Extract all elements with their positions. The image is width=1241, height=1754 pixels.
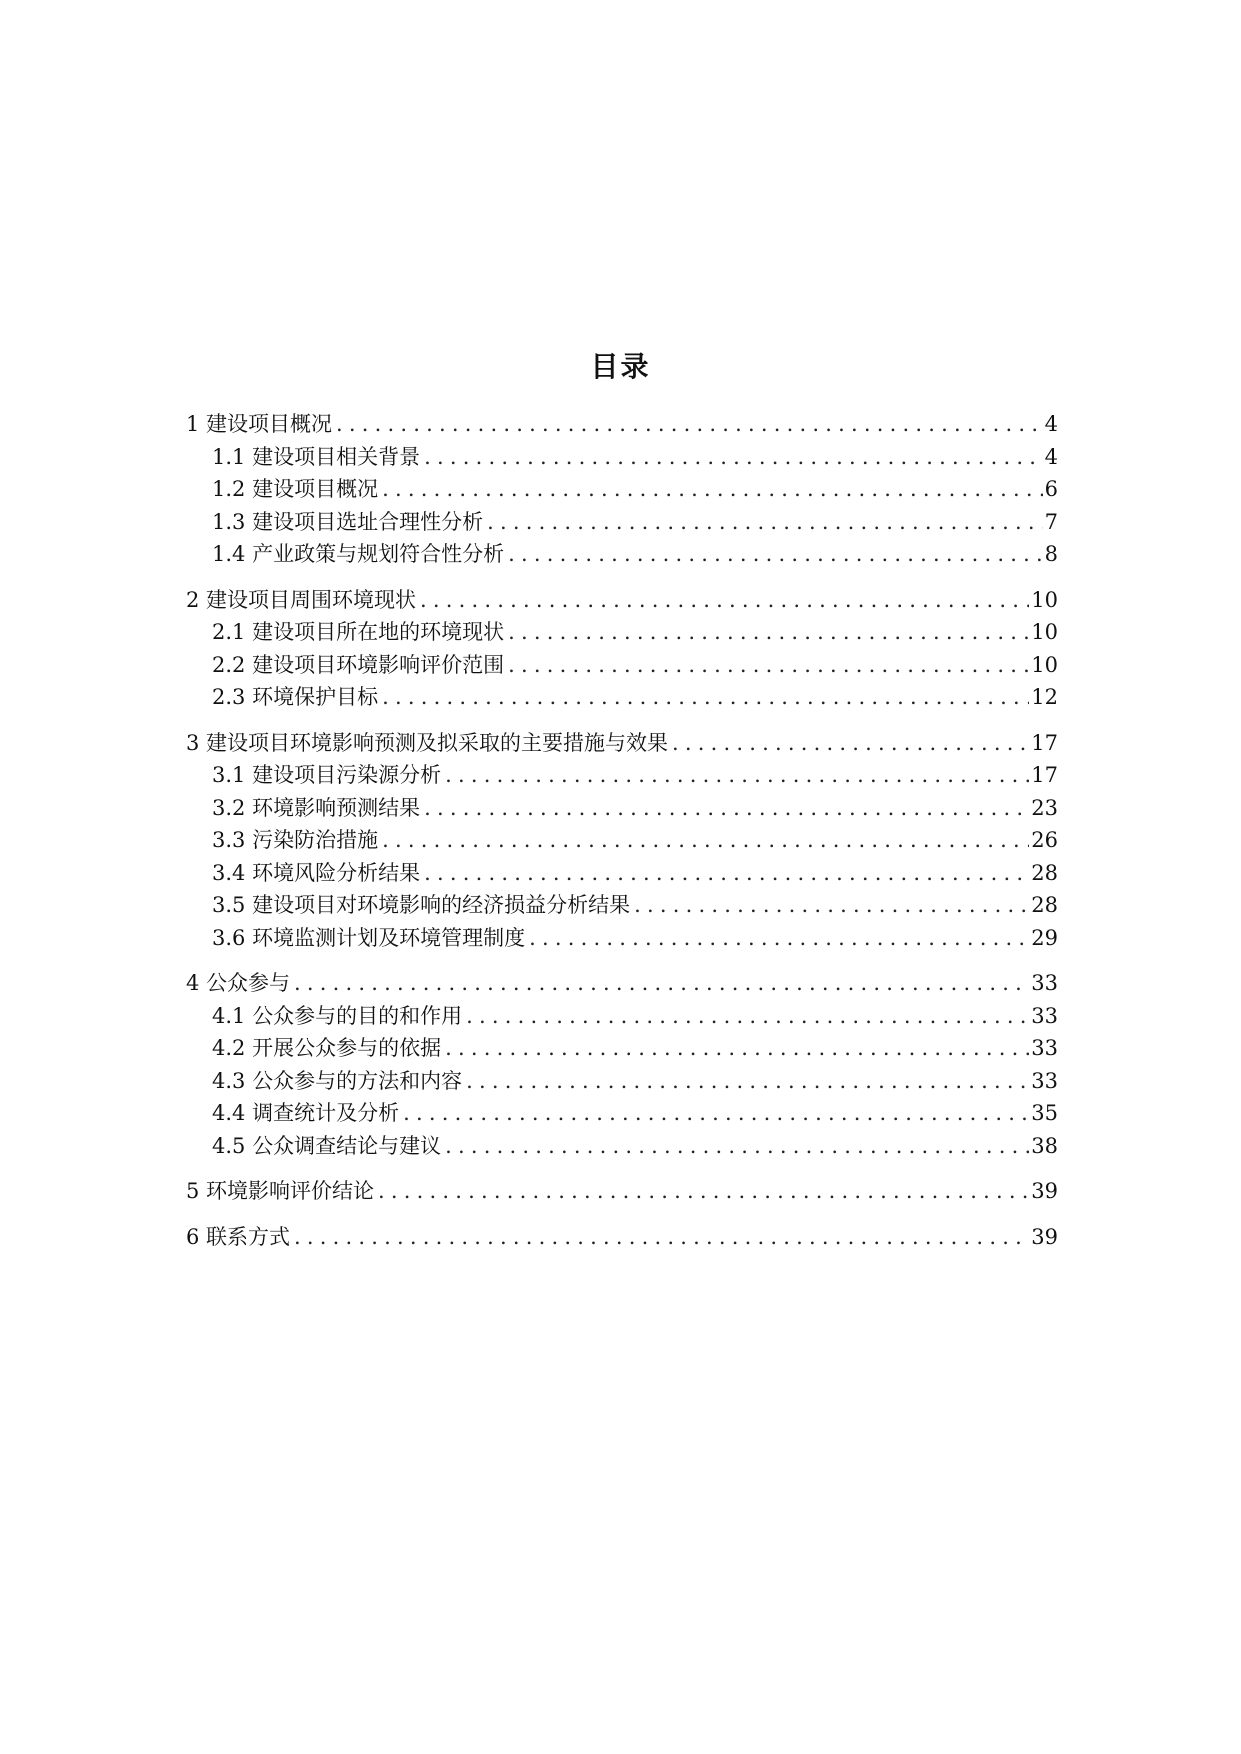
toc-chapter-entry[interactable] bbox=[186, 727, 1058, 760]
toc-page-number: 4 bbox=[1044, 412, 1058, 436]
toc-leader-dots bbox=[294, 1221, 1029, 1254]
toc-page-number: 10 bbox=[1031, 620, 1058, 644]
toc-page-number: 38 bbox=[1031, 1133, 1058, 1158]
toc-entry-label: 4.5 公众调查结论与建议 bbox=[212, 1133, 442, 1158]
toc-leader-dots bbox=[424, 792, 1029, 825]
toc-page-number: 4 bbox=[1044, 444, 1058, 469]
toc-page-number: 33 bbox=[1031, 1068, 1058, 1093]
toc-section-entry[interactable] bbox=[186, 759, 1058, 792]
toc-entry-label: 3.2 环境影响预测结果 bbox=[212, 795, 421, 820]
toc-entry-label: 3 建设项目环境影响预测及拟采取的主要措施与效果 bbox=[186, 730, 669, 755]
toc-entry-label: 2 建设项目周围环境现状 bbox=[186, 587, 417, 612]
toc-leader-dots bbox=[466, 1065, 1029, 1098]
toc-section-entry[interactable] bbox=[186, 649, 1058, 682]
toc-page-number: 39 bbox=[1031, 1224, 1058, 1249]
toc-entry-label: 3.1 建设项目污染源分析 bbox=[212, 763, 442, 787]
toc-section-entry[interactable] bbox=[186, 792, 1058, 825]
toc-page-number: 33 bbox=[1031, 1003, 1058, 1028]
toc-entry-label: 1.4 产业政策与规划符合性分析 bbox=[212, 542, 505, 566]
toc-title: 目录 bbox=[590, 350, 651, 383]
toc-leader-dots bbox=[445, 1032, 1029, 1065]
toc-entry-label: 3.4 环境风险分析结果 bbox=[212, 860, 421, 885]
toc-entry-label: 1.1 建设项目相关背景 bbox=[212, 444, 421, 469]
toc-section-entry[interactable] bbox=[186, 681, 1058, 714]
toc-leader-dots bbox=[378, 1175, 1029, 1208]
toc-page-number: 29 bbox=[1031, 925, 1058, 950]
toc-section-entry[interactable] bbox=[186, 824, 1058, 857]
toc-chapter-entry[interactable] bbox=[186, 1221, 1058, 1254]
toc-section-entry[interactable] bbox=[186, 1032, 1058, 1065]
toc-page-number: 26 bbox=[1031, 828, 1058, 852]
toc-entry-label: 4.2 开展公众参与的依据 bbox=[212, 1036, 442, 1060]
toc-entry-label: 4.1 公众参与的目的和作用 bbox=[212, 1003, 463, 1028]
toc-chapter-entry[interactable] bbox=[186, 584, 1058, 617]
toc-chapter-entry[interactable] bbox=[186, 408, 1058, 441]
toc-leader-dots bbox=[420, 584, 1029, 617]
toc-leader-dots bbox=[424, 441, 1043, 474]
toc-leader-dots bbox=[294, 967, 1029, 1000]
toc-entry-label: 1 建设项目概况 bbox=[186, 412, 333, 436]
toc-leader-dots bbox=[508, 649, 1029, 682]
toc-list bbox=[186, 408, 1058, 1253]
toc-entry-label: 3.5 建设项目对环境影响的经济损益分析结果 bbox=[212, 893, 631, 917]
toc-entry-label: 1.3 建设项目选址合理性分析 bbox=[212, 509, 484, 534]
toc-leader-dots bbox=[508, 616, 1029, 649]
toc-page-number: 10 bbox=[1031, 652, 1058, 677]
toc-entry-label: 4.3 公众参与的方法和内容 bbox=[212, 1068, 463, 1093]
toc-page-number: 33 bbox=[1031, 1036, 1058, 1060]
toc-section-entry[interactable] bbox=[186, 1065, 1058, 1098]
toc-section-entry[interactable] bbox=[186, 1000, 1058, 1033]
toc-entry-label: 4 公众参与 bbox=[186, 971, 291, 995]
toc-page-number: 17 bbox=[1031, 730, 1058, 755]
toc-leader-dots bbox=[487, 506, 1043, 539]
toc-section-entry[interactable] bbox=[186, 506, 1058, 539]
toc-page-number: 17 bbox=[1031, 763, 1058, 787]
toc-section-entry[interactable] bbox=[186, 441, 1058, 474]
toc-page-number: 12 bbox=[1031, 685, 1058, 709]
toc-page-number: 23 bbox=[1031, 795, 1058, 820]
toc-page-number: 33 bbox=[1031, 971, 1058, 995]
toc-entry-label: 5 环境影响评价结论 bbox=[186, 1179, 375, 1203]
toc-leader-dots bbox=[382, 681, 1029, 714]
toc-section-entry[interactable] bbox=[186, 1130, 1058, 1163]
toc-leader-dots bbox=[445, 759, 1029, 792]
toc-leader-dots bbox=[382, 824, 1029, 857]
toc-leader-dots bbox=[508, 538, 1043, 571]
toc-page-number: 39 bbox=[1031, 1179, 1058, 1203]
toc-entry-label: 2.3 环境保护目标 bbox=[212, 685, 379, 709]
toc-page-number: 7 bbox=[1044, 509, 1058, 534]
toc-section-entry[interactable] bbox=[186, 1097, 1058, 1130]
toc-leader-dots bbox=[529, 922, 1029, 955]
toc-section-entry[interactable] bbox=[186, 473, 1058, 506]
toc-leader-dots bbox=[403, 1097, 1029, 1130]
toc-entry-label: 2.2 建设项目环境影响评价范围 bbox=[212, 652, 505, 677]
toc-chapter-entry[interactable] bbox=[186, 1175, 1058, 1208]
toc-entry-label: 3.6 环境监测计划及环境管理制度 bbox=[212, 925, 526, 950]
toc-entry-label: 1.2 建设项目概况 bbox=[212, 477, 379, 501]
toc-entry-label: 6 联系方式 bbox=[186, 1224, 291, 1249]
toc-page-number: 28 bbox=[1031, 860, 1058, 885]
toc-chapter-entry[interactable] bbox=[186, 967, 1058, 1000]
toc-page-number: 28 bbox=[1031, 893, 1058, 917]
toc-page-number: 35 bbox=[1031, 1101, 1058, 1125]
toc-leader-dots bbox=[466, 1000, 1029, 1033]
toc-section-entry[interactable] bbox=[186, 889, 1058, 922]
toc-leader-dots bbox=[445, 1130, 1029, 1163]
toc-leader-dots bbox=[424, 857, 1029, 890]
toc-leader-dots bbox=[672, 727, 1029, 760]
toc-leader-dots bbox=[336, 408, 1043, 441]
toc-section-entry[interactable] bbox=[186, 857, 1058, 890]
toc-section-entry[interactable] bbox=[186, 616, 1058, 649]
toc-entry-label: 4.4 调查统计及分析 bbox=[212, 1101, 400, 1125]
toc-section-entry[interactable] bbox=[186, 538, 1058, 571]
toc-entry-label: 2.1 建设项目所在地的环境现状 bbox=[212, 620, 505, 644]
toc-leader-dots bbox=[634, 889, 1029, 922]
toc-entry-label: 3.3 污染防治措施 bbox=[212, 828, 379, 852]
toc-page-number: 8 bbox=[1044, 542, 1058, 566]
toc-page-number: 6 bbox=[1044, 477, 1058, 501]
toc-section-entry[interactable] bbox=[186, 922, 1058, 955]
toc-page-number: 10 bbox=[1031, 587, 1058, 612]
toc-leader-dots bbox=[382, 473, 1043, 506]
